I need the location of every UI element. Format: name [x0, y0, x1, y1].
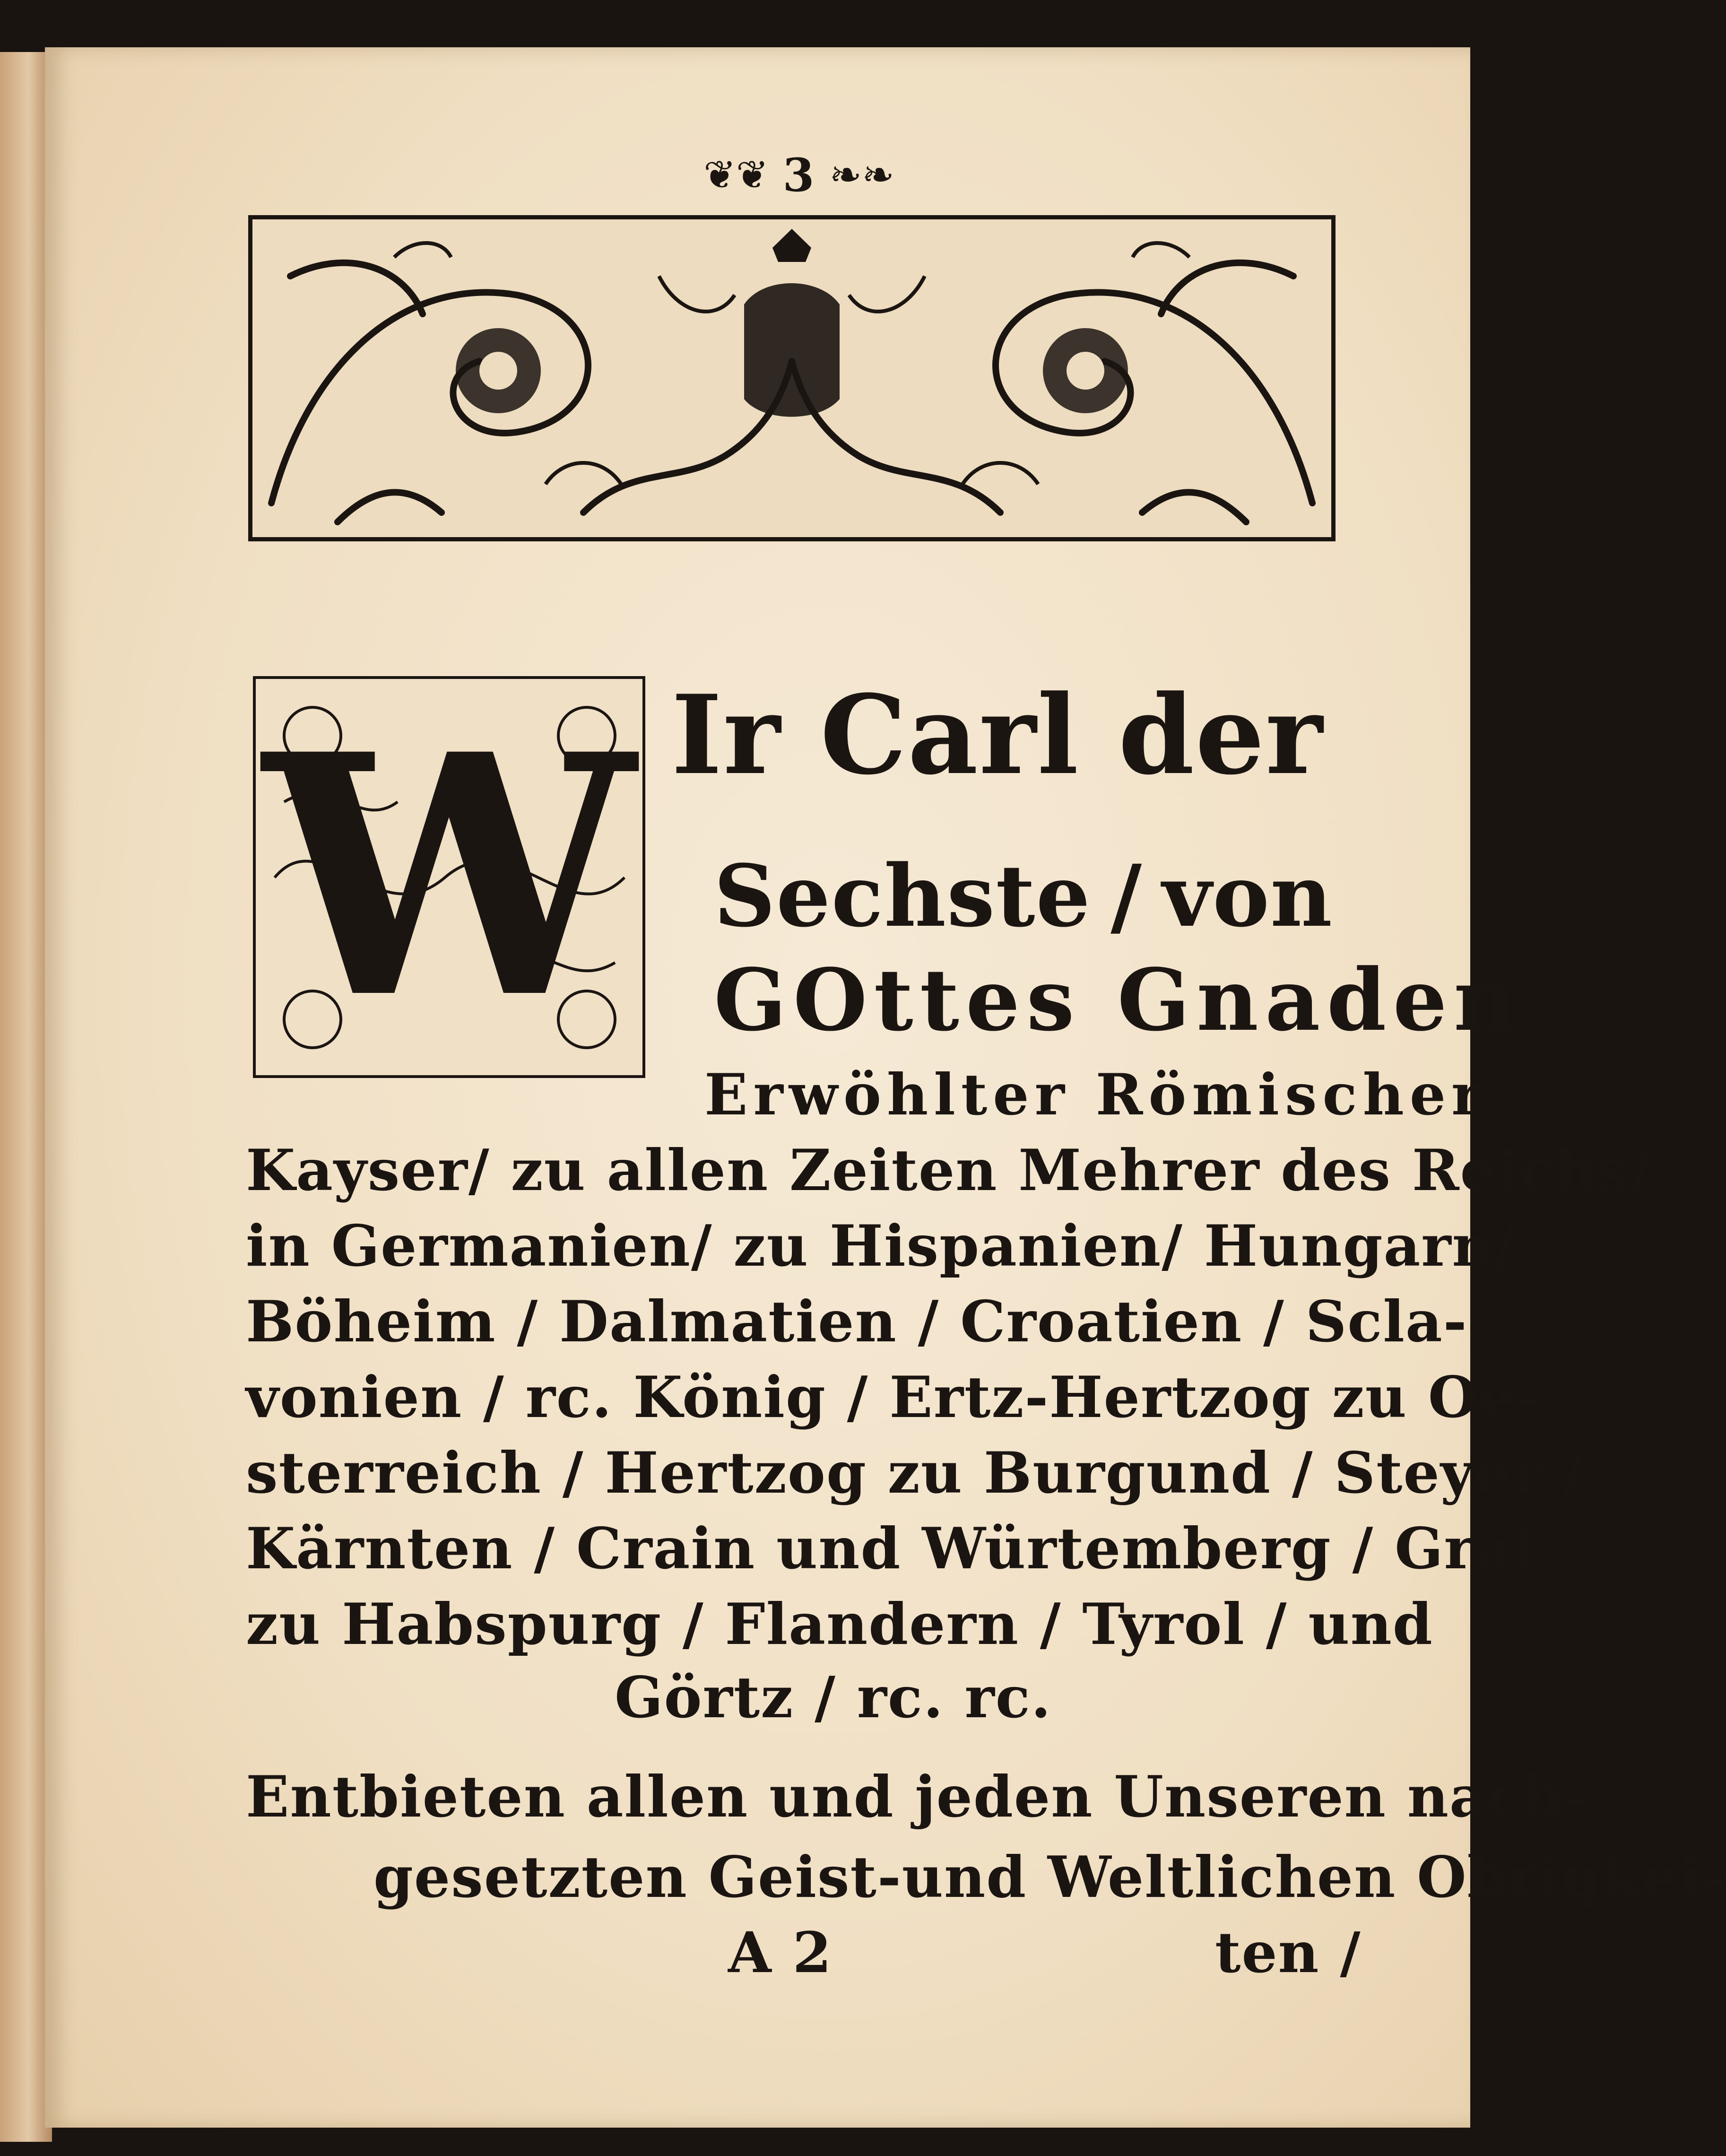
heading-word-sechste: Sechste	[714, 846, 1091, 946]
title-line-1: Kayser/ zu allen Zeiten Mehrer des Reichs/	[246, 1137, 1652, 1204]
ornamental-headpiece	[248, 215, 1336, 541]
page-number-header	[695, 147, 903, 203]
body-line-2: gesetzten Geist-und Weltlichen Obrigkei-	[373, 1844, 1726, 1911]
left-page-edge	[0, 52, 52, 2142]
title-line-8: Görtz / rc. rc.	[615, 1664, 1052, 1731]
headpiece-ornament-icon	[252, 219, 1331, 537]
heading-line-3: GOttes Gnaden	[714, 950, 1522, 1050]
signature-mark: A 2	[728, 1920, 833, 1985]
title-line-5: sterreich / Hertzog zu Burgund / Steyer /	[246, 1440, 1585, 1506]
title-line-7: zu Habspurg / Flandern / Tyrol / und	[246, 1591, 1433, 1658]
catchword: ten /	[1215, 1920, 1362, 1985]
title-line-2: in Germanien/ zu Hispanien/ Hungarn/	[246, 1213, 1516, 1279]
heading-separator: /	[1110, 846, 1143, 946]
title-line-3: Böheim / Dalmatien / Croatien / Scla-	[246, 1288, 1468, 1355]
title-line-4: vonien / rc. König / Ertz-Hertzog zu Oe-	[246, 1364, 1540, 1431]
fleuron-right-icon: ❧❧	[829, 152, 894, 198]
initial-letter: W	[263, 683, 635, 1071]
heading-word-von: von	[1162, 846, 1333, 946]
heading-line-2	[714, 846, 1333, 946]
decorated-initial	[253, 676, 645, 1078]
heading-line-4: Erwöhlter Römischer	[704, 1061, 1487, 1128]
body-line-1: Entbieten allen und jeden Unseren nach-	[246, 1764, 1589, 1830]
title-line-6: Kärnten / Crain und Würtemberg / Graf	[246, 1515, 1538, 1582]
page-number: 3	[782, 148, 815, 202]
heading-line-1: Ir Carl der	[671, 671, 1324, 799]
fleuron-left-icon: ❦❦	[703, 152, 769, 198]
